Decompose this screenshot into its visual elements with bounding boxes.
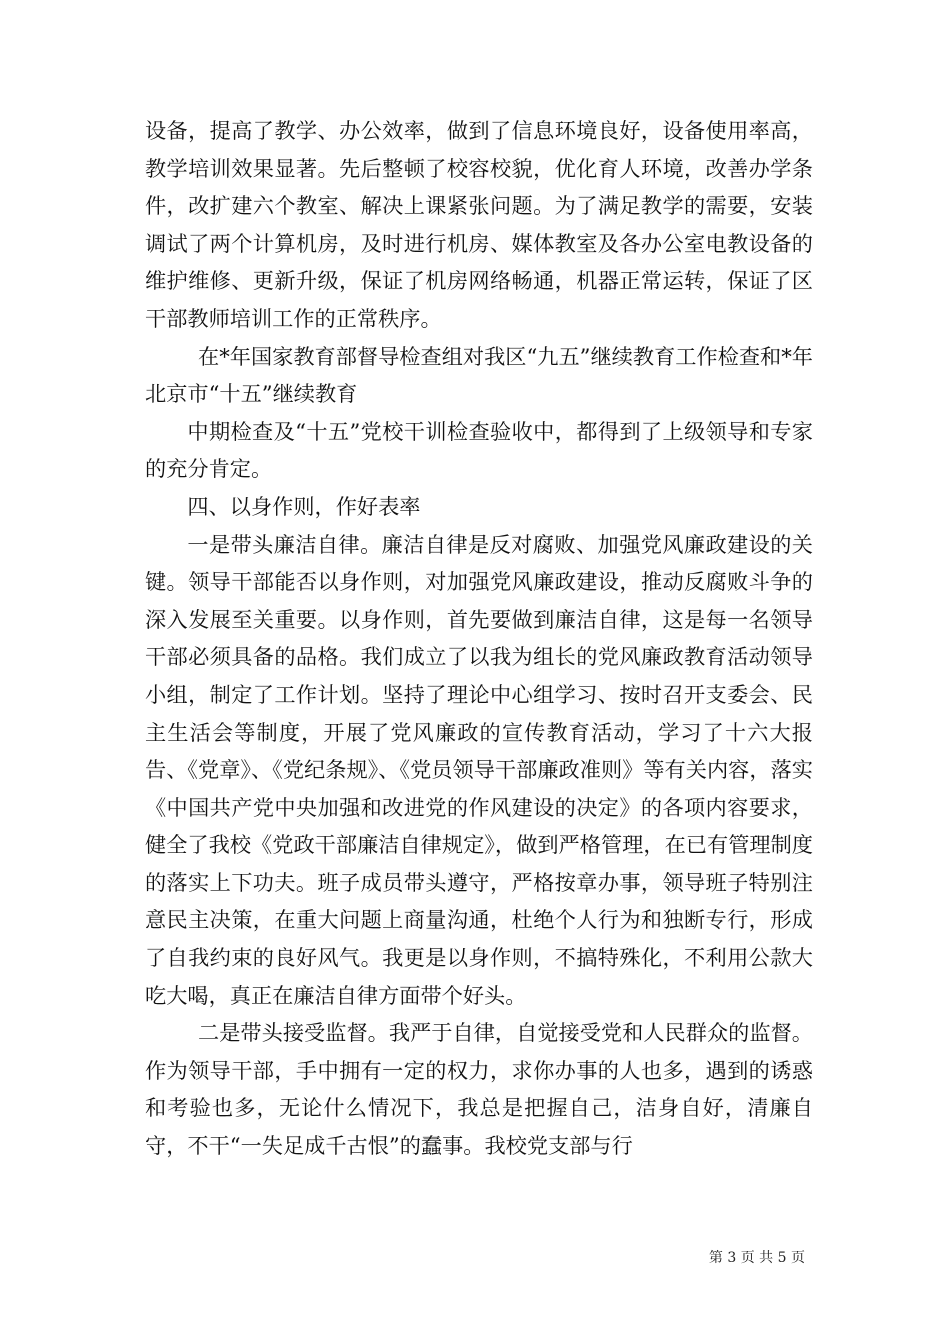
paragraph-midterm-check: 中期检查及“十五”党校干训检查验收中，都得到了上级领导和专家的充分肯定。 bbox=[145, 418, 813, 482]
paragraph-equipment: 设备，提高了教学、办公效率，做到了信息环境良好，设备使用率高，教学培训效果显著。先后整顿了校容校貌，优化育人环境，改善办学条件，改扩建六个教室、解决上课紧张问题。为了满足教学的需要，安装调试了两个计算机房，及时进行机房、媒体教室及各办公室电教设备的维护维修、更新升级，保证了机房网络畅通，机器正常运转，保证了区干部教师培训工作的正常秩序。 bbox=[145, 118, 813, 331]
document-body bbox=[145, 112, 813, 1165]
paragraph-supervision: 二是带头接受监督。我严于自律，自觉接受党和人民群众的监督。作为领导干部，手中拥有一定的权力，求你办事的人也多，遇到的诱惑和考验也多，无论什么情况下，我总是把握自己，洁身自好，清廉自守，不干“一失足成千古恨”的蠢事。我校党支部与行 bbox=[145, 1020, 813, 1159]
page-number: 第 3 页 共 5 页 bbox=[708, 1250, 805, 1266]
paragraph-inspection: 在*年国家教育部督导检查组对我区“九五”继续教育工作检查和*年北京市“十五”继续教育 bbox=[145, 343, 813, 407]
section-heading: 四、以身作则，作好表率 bbox=[187, 493, 421, 519]
paragraph-self-discipline: 一是带头廉洁自律。廉洁自律是反对腐败、加强党风廉政建设的关键。领导干部能否以身作则，对加强党风廉政建设，推动反腐败斗争的深入发展至关重要。以身作则，首先要做到廉洁自律，这是每一名领导干部必须具备的品格。我们成立了以我为组长的党风廉政教育活动领导小组，制定了工作计划。坚持了理论中心组学习、按时召开支委会、民主生活会等制度，开展了党风廉政的宣传教育活动，学习了十六大报告、《党章》、《党纪条规》、《党员领导干部廉政准则》等有关内容，落实《中国共产党中央加强和改进党的作风建设的决定》的各项内容要求，健全了我校《党政干部廉洁自律规定》，做到严格管理，在已有管理制度的落实上下功夫。班子成员带头遵守，严格按章办事，领导班子特别注意民主决策，在重大问题上商量沟通，杜绝个人行为和独断专行，形成了自我约束的良好风气。我更是以身作则，不搞特殊化，不利用公款大吃大喝，真正在廉洁自律方面带个好头。 bbox=[145, 531, 813, 1008]
